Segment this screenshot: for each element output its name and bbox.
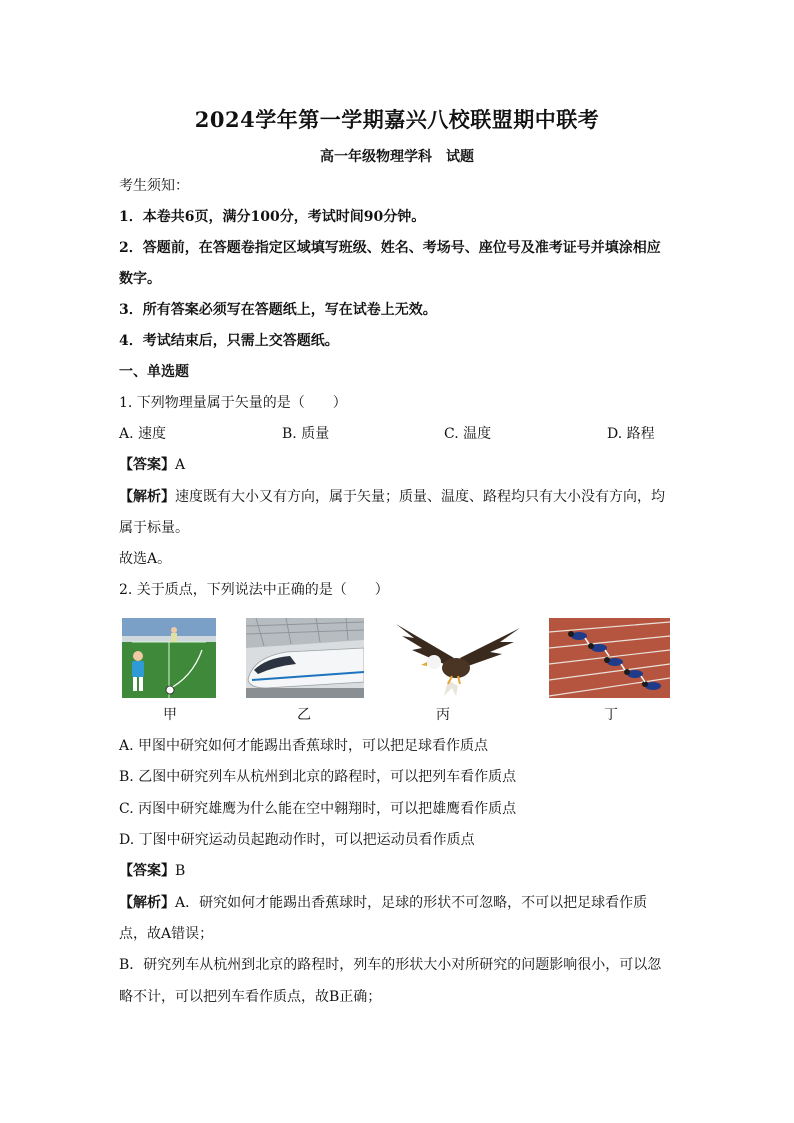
notice-item-2-cont: 数字。: [119, 271, 161, 287]
caption-ding: 丁: [604, 707, 618, 723]
section-heading: 一、单选题: [119, 364, 189, 380]
analysis-text: A．研究如何才能踢出香蕉球时，足球的形状不可忽略，不可以把足球看作质: [175, 895, 648, 911]
q1-stem: 1. 下列物理量属于矢量的是（ ）: [119, 395, 347, 411]
q1-option-a: A. 速度: [119, 426, 167, 442]
q2-answer: [119, 861, 185, 881]
q2-analysis-line-2: 点，故A错误；: [119, 926, 214, 942]
q2-analysis: [119, 893, 647, 913]
answer-value: B: [175, 863, 186, 879]
q1-conclusion: 故选A。: [119, 551, 172, 567]
q1-answer: [119, 455, 185, 475]
q2-analysis-line-3: B．研究列车从杭州到北京的路程时，列车的形状大小对所研究的问题影响很小，可以忽: [119, 957, 662, 973]
notice-item-4: 4．考试结束后，只需上交答题纸。: [119, 333, 339, 349]
q2-stem: 2. 关于质点，下列说法中正确的是（ ）: [119, 582, 389, 598]
image-eagle: [394, 618, 522, 698]
answer-label: 【答案】: [119, 863, 175, 879]
q2-option-d: D. 丁图中研究运动员起跑动作时，可以把运动员看作质点: [119, 832, 475, 848]
page-title: 2024学年第一学期嘉兴八校联盟期中联考: [194, 107, 600, 132]
q1-analysis-cont: 属于标量。: [119, 520, 189, 536]
caption-yi: 乙: [297, 707, 311, 723]
image-train: [246, 618, 364, 698]
image-runners: [549, 618, 670, 698]
q2-option-a: A. 甲图中研究如何才能踢出香蕉球时，可以把足球看作质点: [119, 738, 489, 754]
caption-jia: 甲: [163, 707, 177, 723]
page-subtitle: 高一年级物理学科 试题: [320, 149, 474, 165]
q2-option-c: C. 丙图中研究雄鹰为什么能在空中翱翔时，可以把雄鹰看作质点: [119, 801, 517, 817]
answer-value: A: [175, 457, 186, 473]
q1-analysis: [119, 487, 665, 507]
notice-item-3: 3．所有答案必须写在答题纸上，写在试卷上无效。: [119, 302, 437, 318]
notice-item-2: 2．答题前，在答题卷指定区域填写班级、姓名、考场号、座位号及准考证号并填涂相应: [119, 240, 661, 256]
notice-item-1: 1．本卷共6页，满分100分，考试时间90分钟。: [119, 209, 426, 225]
analysis-label: 【解析】: [119, 895, 175, 911]
analysis-label: 【解析】: [119, 489, 175, 505]
caption-bing: 丙: [436, 707, 450, 723]
q2-option-b: B. 乙图中研究列车从杭州到北京的路程时，可以把列车看作质点: [119, 769, 517, 785]
q1-option-c: C. 温度: [444, 426, 492, 442]
notice-heading: 考生须知：: [119, 178, 189, 194]
q2-analysis-line-4: 略不计，可以把列车看作质点，故B正确；: [119, 989, 382, 1005]
image-soccer: [122, 618, 216, 698]
answer-label: 【答案】: [119, 457, 175, 473]
q1-option-d: D. 路程: [607, 426, 655, 442]
analysis-text: 速度既有大小又有方向，属于矢量；质量、温度、路程均只有大小没有方向，均: [175, 489, 665, 505]
q1-option-b: B. 质量: [282, 426, 330, 442]
